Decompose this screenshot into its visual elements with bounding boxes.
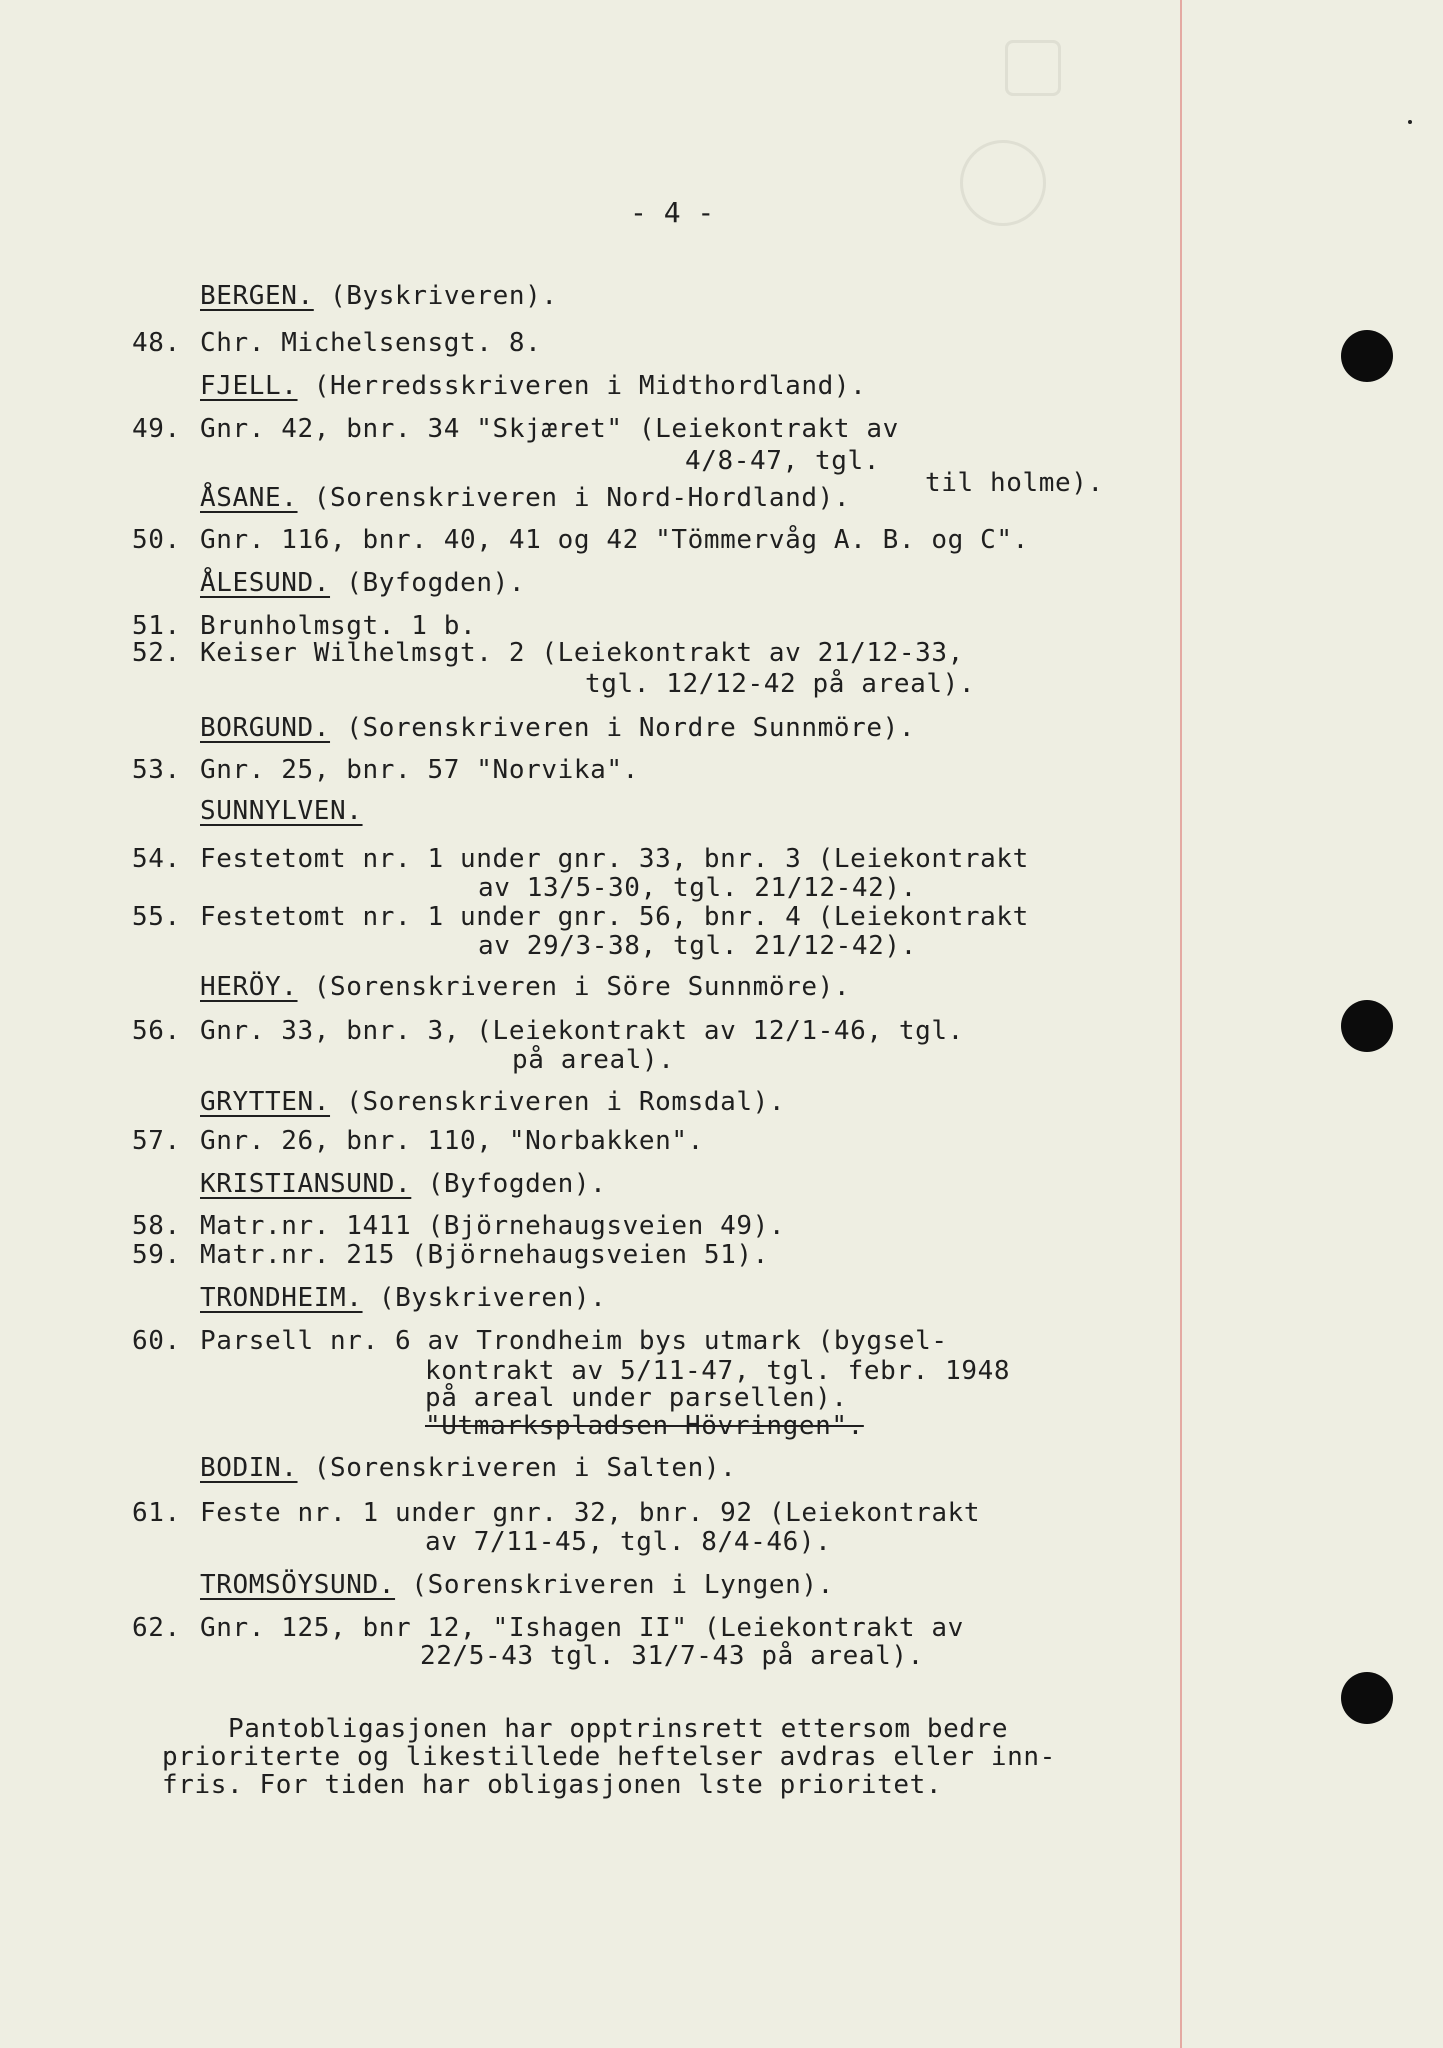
list-item: [132, 327, 542, 359]
section-heading: [200, 280, 558, 312]
bleed-stamp: [960, 140, 1046, 226]
heading-place: GRYTTEN.: [200, 1087, 331, 1117]
item-number: 53.: [132, 755, 181, 785]
item-continuation: tgl. 12/12-42 på areal).: [585, 669, 976, 699]
item-continuation-struck: "Utmarkspladsen Hövringen".: [425, 1411, 864, 1441]
item-text: Festetomt nr. 1 under gnr. 33, bnr. 3 (Leiekontrakt: [200, 844, 1029, 874]
heading-place: HERÖY.: [200, 972, 298, 1002]
closing-line: fris. For tiden har obligasjonen lste prioritet.: [162, 1770, 943, 1800]
punch-hole: [1341, 1000, 1393, 1052]
heading-authority: (Byfogden).: [427, 1169, 607, 1199]
heading-authority: (Byfogden).: [346, 568, 526, 598]
heading-place: KRISTIANSUND.: [200, 1169, 412, 1199]
list-item: [132, 843, 1029, 875]
section-heading: [200, 1086, 785, 1118]
item-text: Gnr. 25, bnr. 57 "Norvika".: [200, 755, 639, 785]
heading-place: ÅSANE.: [200, 483, 298, 513]
closing-line: prioriterte og likestillede heftelser avdras eller inn-: [162, 1742, 1056, 1772]
heading-authority: (Byskriveren).: [378, 1283, 607, 1313]
list-item: [132, 637, 964, 669]
list-item: [132, 1239, 769, 1271]
heading-authority: (Sorenskriveren i Söre Sunnmöre).: [313, 972, 851, 1002]
item-text: Gnr. 125, bnr 12, "Ishagen II" (Leiekontrakt av: [200, 1613, 964, 1643]
heading-authority: (Sorenskriveren i Nord-Hordland).: [313, 483, 851, 513]
heading-place: ÅLESUND.: [200, 568, 331, 598]
punch-hole: [1341, 1672, 1393, 1724]
item-number: 55.: [132, 902, 181, 932]
item-continuation: av 29/3-38, tgl. 21/12-42).: [478, 931, 917, 961]
page-number: - 4 -: [630, 196, 715, 229]
heading-authority: (Sorenskriveren i Romsdal).: [346, 1087, 786, 1117]
item-number: 56.: [132, 1016, 181, 1046]
heading-place: BODIN.: [200, 1453, 298, 1483]
list-item: [132, 1210, 786, 1242]
closing-line: Pantobligasjonen har opptrinsrett ettersom bedre: [228, 1714, 1009, 1744]
item-continuation: kontrakt av 5/11-47, tgl. febr. 1948: [425, 1356, 1011, 1386]
item-number: 61.: [132, 1498, 181, 1528]
list-item: [132, 754, 639, 786]
list-item: [132, 1497, 981, 1529]
margin-line: [1180, 0, 1182, 2048]
heading-authority: (Sorenskriveren i Salten).: [313, 1453, 737, 1483]
item-text: Keiser Wilhelmsgt. 2 (Leiekontrakt av 21/12-33,: [200, 638, 964, 668]
section-heading: [200, 795, 363, 827]
heading-authority: (Sorenskriveren i Lyngen).: [411, 1570, 834, 1600]
item-number: 54.: [132, 844, 181, 874]
bleed-stamp: [1005, 40, 1061, 96]
section-heading: [200, 567, 525, 599]
section-heading: [200, 1282, 606, 1314]
item-number: 57.: [132, 1126, 181, 1156]
item-continuation: på areal).: [512, 1045, 675, 1075]
section-heading: [200, 971, 850, 1003]
heading-place: SUNNYLVEN.: [200, 796, 363, 826]
item-continuation: til holme).: [925, 468, 1104, 498]
item-number: 59.: [132, 1240, 181, 1270]
item-text: Matr.nr. 1411 (Björnehaugsveien 49).: [200, 1211, 786, 1241]
list-item: [132, 524, 1029, 556]
list-item: [132, 1125, 704, 1157]
item-number: 50.: [132, 525, 181, 555]
item-number: 48.: [132, 328, 181, 358]
section-heading: [200, 1452, 736, 1484]
item-text: Matr.nr. 215 (Björnehaugsveien 51).: [200, 1240, 769, 1270]
heading-place: FJELL.: [200, 371, 298, 401]
item-text: Brunholmsgt. 1 b.: [200, 611, 477, 641]
list-item: [132, 1325, 948, 1357]
heading-place: BERGEN.: [200, 281, 314, 311]
item-text: Gnr. 116, bnr. 40, 41 og 42 "Tömmervåg A. B. og C".: [200, 525, 1029, 555]
heading-place: BORGUND.: [200, 713, 331, 743]
item-text: Parsell nr. 6 av Trondheim bys utmark (bygsel-: [200, 1326, 948, 1356]
item-continuation: på areal under parsellen).: [425, 1383, 848, 1413]
heading-authority: (Byskriveren).: [330, 281, 558, 311]
heading-authority: (Herredsskriveren i Midthordland).: [313, 371, 867, 401]
item-text: Gnr. 33, bnr. 3, (Leiekontrakt av 12/1-46, tgl.: [200, 1016, 964, 1046]
punch-hole: [1341, 330, 1393, 382]
heading-place: TROMSÖYSUND.: [200, 1570, 396, 1600]
item-text: Gnr. 42, bnr. 34 "Skjæret" (Leiekontrakt av: [200, 414, 899, 444]
section-heading: [200, 712, 915, 744]
item-number: 49.: [132, 414, 181, 444]
item-number: 60.: [132, 1326, 181, 1356]
heading-place: TRONDHEIM.: [200, 1283, 363, 1313]
item-continuation: 4/8-47, tgl.: [685, 446, 881, 476]
section-heading: [200, 370, 866, 402]
item-text: Feste nr. 1 under gnr. 32, bnr. 92 (Leiekontrakt: [200, 1498, 981, 1528]
list-item: [132, 1015, 964, 1047]
item-text: Gnr. 26, bnr. 110, "Norbakken".: [200, 1126, 704, 1156]
item-continuation: 22/5-43 tgl. 31/7-43 på areal).: [420, 1641, 924, 1671]
item-continuation: av 13/5-30, tgl. 21/12-42).: [478, 873, 917, 903]
section-heading: [200, 1569, 834, 1601]
item-continuation: av 7/11-45, tgl. 8/4-46).: [425, 1527, 832, 1557]
item-text: Chr. Michelsensgt. 8.: [200, 328, 542, 358]
section-heading: [200, 482, 850, 514]
list-item: [132, 413, 899, 445]
heading-authority: (Sorenskriveren i Nordre Sunnmöre).: [346, 713, 916, 743]
item-number: 52.: [132, 638, 181, 668]
margin-dot: [1408, 120, 1412, 124]
item-number: 58.: [132, 1211, 181, 1241]
section-heading: [200, 1168, 606, 1200]
item-number: 51.: [132, 611, 181, 641]
list-item: [132, 901, 1029, 933]
item-text: Festetomt nr. 1 under gnr. 56, bnr. 4 (Leiekontrakt: [200, 902, 1029, 932]
item-number: 62.: [132, 1613, 181, 1643]
